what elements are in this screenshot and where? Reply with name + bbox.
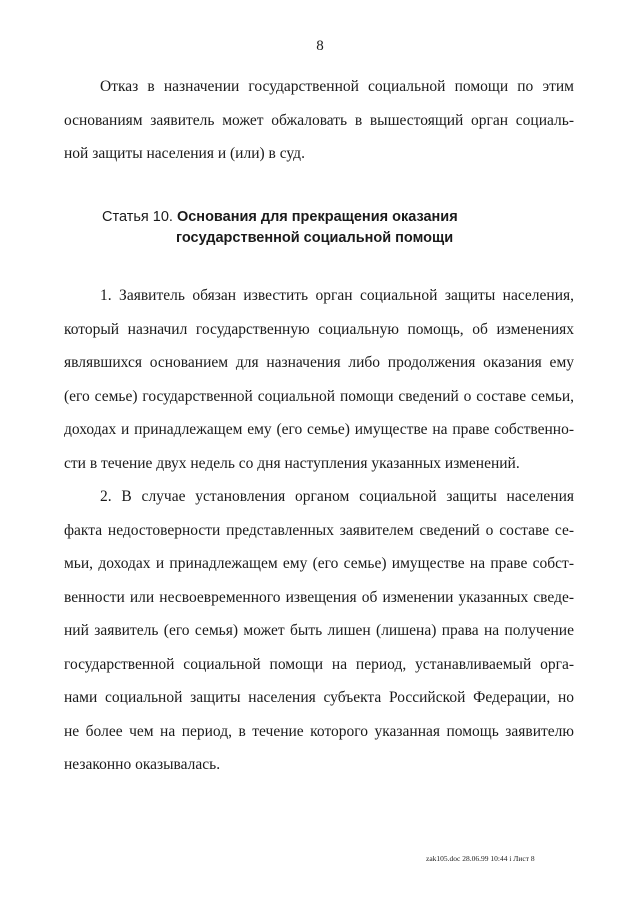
article-heading xyxy=(102,207,458,249)
text-line: государственной социальной помощи на период, устанавливаемый орга- xyxy=(64,655,574,673)
text-line: который назначил государственную социальную помощь, об изменениях xyxy=(64,320,574,338)
document-footer: zak105.doc 28.06.99 10:44 i Лист 8 xyxy=(426,854,535,863)
text-line: являвшихся основанием для назначения либо продолжения оказания ему xyxy=(64,354,574,371)
article-prefix: Статья 10. xyxy=(102,209,177,225)
page-number: 8 xyxy=(316,38,324,54)
text-line: ной защиты населения и (или) в суд. xyxy=(64,145,305,162)
text-line: незаконно оказывалась. xyxy=(64,756,221,773)
text-line: не более чем на период, в течение которого указанная помощь заявителю xyxy=(64,722,574,740)
article-title-line1: Основания для прекращения оказания xyxy=(176,209,458,225)
paragraph-2 xyxy=(64,480,574,782)
text-line: (его семье) государственной социальной помощи сведений о составе семьи, xyxy=(64,387,574,405)
text-line: факта недостоверности представленных заявителем сведений о составе се- xyxy=(64,521,574,539)
text-line: ний заявитель (его семья) может быть лишен (лишена) права на получение xyxy=(64,622,574,639)
text-line: нами социальной защиты населения субъекта Российской Федерации, но xyxy=(64,689,574,706)
text-line: Отказ в назначении государственной социальной помощи по этим xyxy=(100,78,574,95)
text-line: 1. Заявитель обязан известить орган социальной защиты населения, xyxy=(100,287,574,304)
text-line: сти в течение двух недель со дня наступления указанных изменений. xyxy=(64,454,520,472)
text-line: основаниям заявитель может обжаловать в вышестоящий орган социаль- xyxy=(64,111,574,129)
text-line: мьи, доходах и принадлежащем ему (его семье) имуществе на праве собст- xyxy=(64,555,574,572)
article-title-line2: государственной социальной помощи xyxy=(176,230,454,246)
text-line: венности или несвоевременного извещения об изменении указанных сведе- xyxy=(64,588,574,606)
text-line: доходах и принадлежащем ему (его семье) имуществе на праве собственно- xyxy=(64,421,574,438)
paragraph-1 xyxy=(64,279,574,480)
intro-paragraph xyxy=(64,70,574,171)
text-line: 2. В случае установления органом социальной защиты населения xyxy=(100,488,574,505)
